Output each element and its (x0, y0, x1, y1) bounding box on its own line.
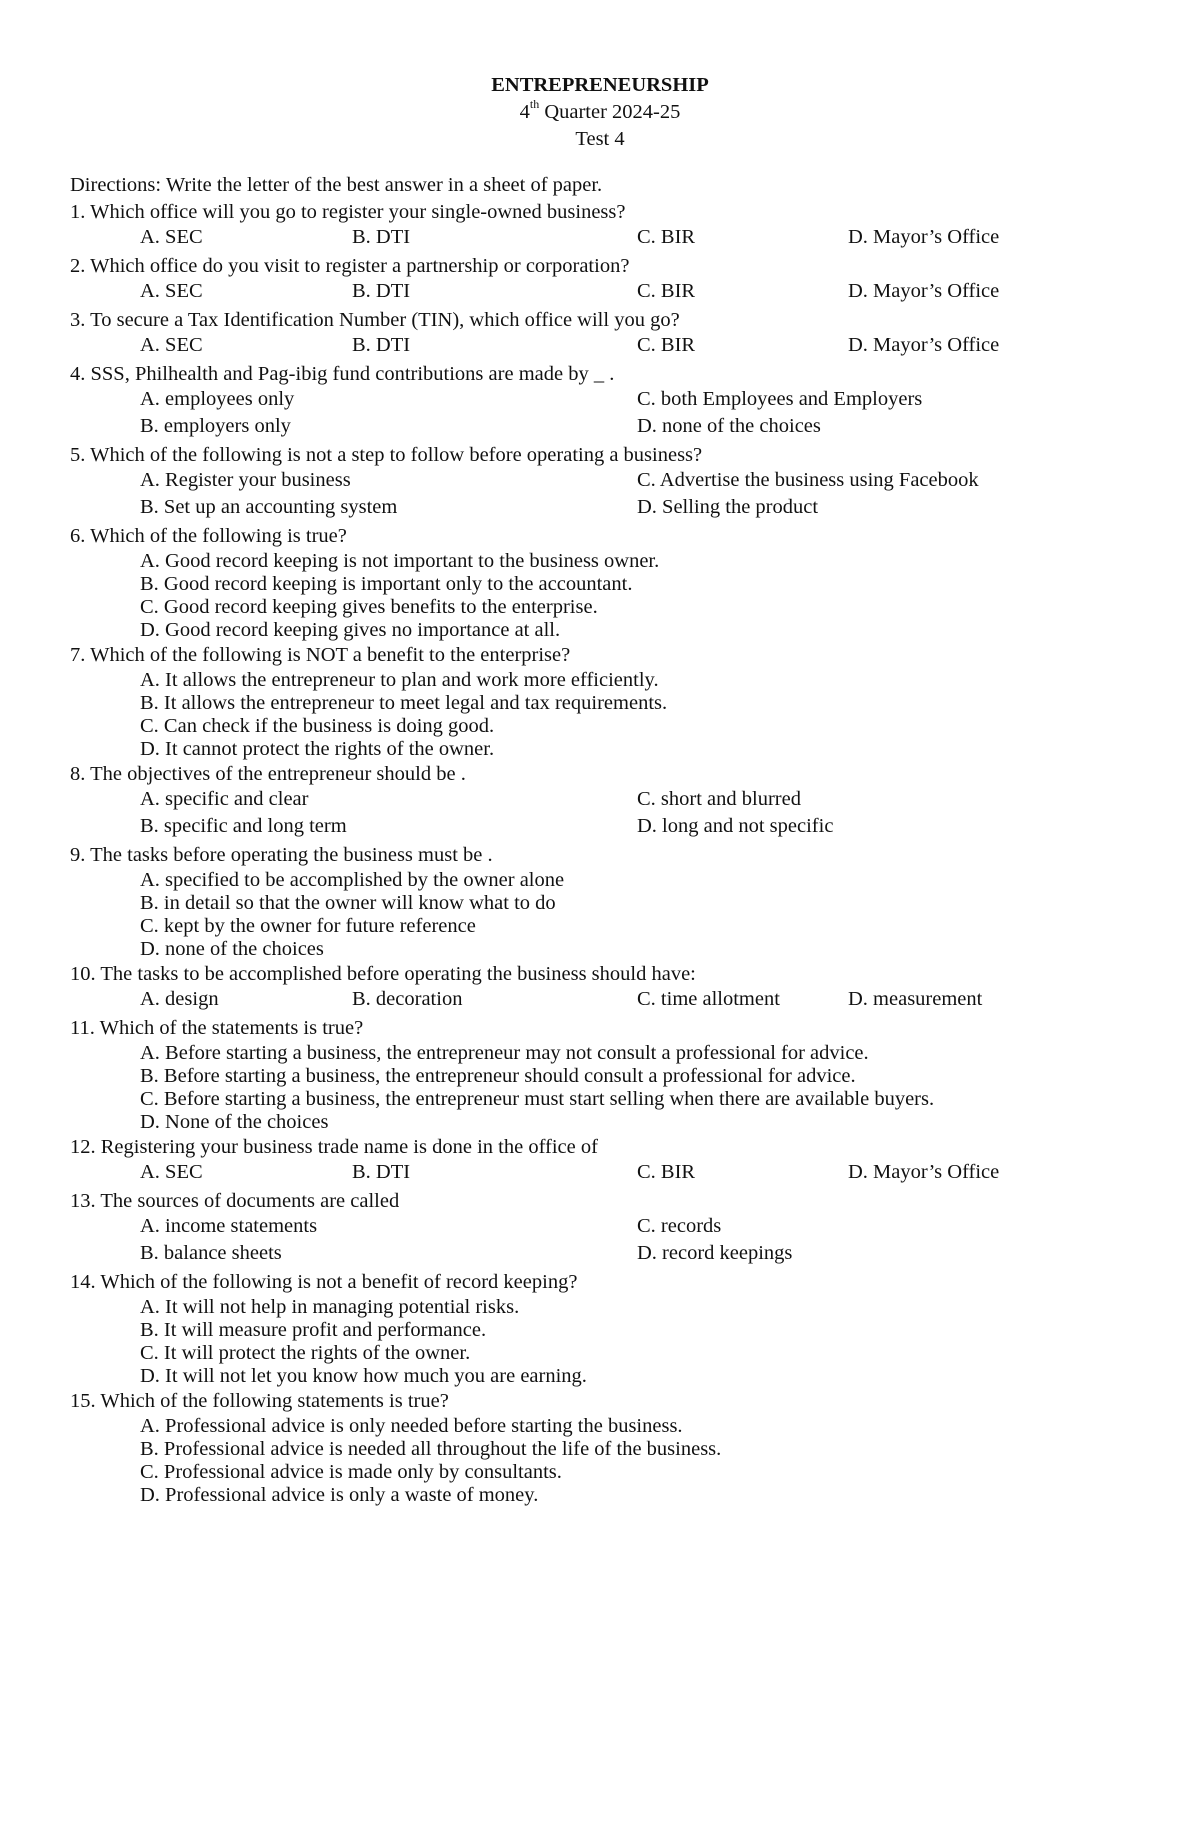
question-8: 8. The objectives of the entrepreneur should be . (70, 763, 466, 785)
option-a: A. Register your business (140, 469, 351, 491)
question-12: 12. Registering your business trade name is done in the office of (70, 1136, 598, 1158)
options-5-row-1 (70, 469, 1140, 496)
options-7 (70, 669, 1140, 761)
quarter-text: Quarter 2024-25 (539, 101, 681, 123)
option-b: B. It will measure profit and performance. (140, 1319, 487, 1341)
option-d: D. Selling the product (637, 496, 819, 518)
options-13-row-2 (70, 1242, 1140, 1269)
options-2 (70, 280, 1140, 307)
option-b: B. decoration (352, 988, 463, 1010)
question-4: 4. SSS, Philhealth and Pag-ibig fund contributions are made by _ . (70, 363, 615, 385)
option-a: A. Good record keeping is not important to the business owner. (140, 550, 660, 572)
option-d: D. It will not let you know how much you are earning. (140, 1365, 587, 1387)
option-d: D. Mayor’s Office (848, 1161, 1000, 1183)
options-9 (70, 869, 1140, 961)
option-b: B. Good record keeping is important only to the accountant. (140, 573, 633, 595)
question-5: 5. Which of the following is not a step to follow before operating a business? (70, 444, 703, 466)
option-a: A. SEC (140, 334, 203, 356)
page-title: ENTREPRENEURSHIP (491, 74, 709, 96)
header (70, 72, 1130, 153)
option-b: B. employers only (140, 415, 291, 437)
option-c: C. both Employees and Employers (637, 388, 923, 410)
option-b: B. specific and long term (140, 815, 347, 837)
option-a: A. It allows the entrepreneur to plan and work more efficiently. (140, 669, 659, 691)
options-15 (70, 1415, 1140, 1507)
option-c: C. Before starting a business, the entrepreneur must start selling when there are available buyers. (140, 1088, 935, 1110)
option-b: B. DTI (352, 280, 411, 302)
option-a: A. SEC (140, 1161, 203, 1183)
option-d: D. Mayor’s Office (848, 334, 1000, 356)
option-c: C. Good record keeping gives benefits to the enterprise. (140, 596, 598, 618)
options-4-row-2 (70, 415, 1140, 442)
option-d: D. Good record keeping gives no importance at all. (140, 619, 561, 641)
question-14: 14. Which of the following is not a benefit of record keeping? (70, 1271, 578, 1293)
option-c: C. BIR (637, 280, 696, 302)
option-a: A. It will not help in managing potential risks. (140, 1296, 520, 1318)
option-b: B. DTI (352, 1161, 411, 1183)
option-c: C. short and blurred (637, 788, 801, 810)
option-b: B. DTI (352, 334, 411, 356)
option-b: B. Professional advice is needed all throughout the life of the business. (140, 1438, 722, 1460)
question-2: 2. Which office do you visit to register a partnership or corporation? (70, 255, 630, 277)
option-c: C. time allotment (637, 988, 780, 1010)
quarter-number: 4 (519, 101, 530, 123)
option-c: C. BIR (637, 1161, 696, 1183)
option-d: D. long and not specific (637, 815, 834, 837)
option-c: C. Advertise the business using Facebook (637, 469, 979, 491)
option-b: B. balance sheets (140, 1242, 282, 1264)
option-a: A. design (140, 988, 219, 1010)
option-d: D. It cannot protect the rights of the owner. (140, 738, 495, 760)
question-1: 1. Which office will you go to register your single-owned business? (70, 201, 626, 223)
test-page (70, 72, 1140, 1507)
option-d: D. measurement (848, 988, 983, 1010)
options-8-row-2 (70, 815, 1140, 842)
option-b: B. Before starting a business, the entrepreneur should consult a professional for advice. (140, 1065, 856, 1087)
option-d: D. Mayor’s Office (848, 280, 1000, 302)
option-b: B. DTI (352, 226, 411, 248)
option-c: C. Professional advice is made only by consultants. (140, 1461, 562, 1483)
options-13-row-1 (70, 1215, 1140, 1242)
option-c: C. Can check if the business is doing good. (140, 715, 495, 737)
question-11: 11. Which of the statements is true? (70, 1017, 364, 1039)
option-a: A. Professional advice is only needed before starting the business. (140, 1415, 683, 1437)
options-5-row-2 (70, 496, 1140, 523)
option-b: B. Set up an accounting system (140, 496, 398, 518)
quarter-superscript: th (529, 97, 540, 112)
option-d: D. none of the choices (140, 938, 324, 960)
option-c: C. BIR (637, 334, 696, 356)
directions: Directions: Write the letter of the best answer in a sheet of paper. (70, 174, 603, 196)
options-12 (70, 1161, 1140, 1188)
options-10 (70, 988, 1140, 1015)
option-a: A. SEC (140, 226, 203, 248)
options-14 (70, 1296, 1140, 1388)
options-6 (70, 550, 1140, 642)
option-a: A. SEC (140, 280, 203, 302)
options-4-row-1 (70, 388, 1140, 415)
question-15: 15. Which of the following statements is true? (70, 1390, 449, 1412)
option-d: D. none of the choices (637, 415, 821, 437)
option-c: C. records (637, 1215, 722, 1237)
option-a: A. specified to be accomplished by the owner alone (140, 869, 565, 891)
quarter-line (70, 99, 1130, 126)
option-c: C. It will protect the rights of the owner. (140, 1342, 471, 1364)
question-3: 3. To secure a Tax Identification Number (TIN), which office will you go? (70, 309, 680, 331)
question-10: 10. The tasks to be accomplished before operating the business should have: (70, 963, 696, 985)
options-11 (70, 1042, 1140, 1134)
option-c: C. kept by the owner for future reference (140, 915, 476, 937)
test-label: Test 4 (575, 128, 625, 150)
option-b: B. in detail so that the owner will know what to do (140, 892, 556, 914)
option-b: B. It allows the entrepreneur to meet legal and tax requirements. (140, 692, 668, 714)
options-8-row-1 (70, 788, 1140, 815)
option-a: A. specific and clear (140, 788, 309, 810)
option-d: D. Professional advice is only a waste of money. (140, 1484, 539, 1506)
option-d: D. None of the choices (140, 1111, 329, 1133)
question-6: 6. Which of the following is true? (70, 525, 347, 547)
question-13: 13. The sources of documents are called (70, 1190, 400, 1212)
option-a: A. employees only (140, 388, 295, 410)
question-7: 7. Which of the following is NOT a benefit to the enterprise? (70, 644, 571, 666)
question-9: 9. The tasks before operating the business must be . (70, 844, 493, 866)
option-d: D. Mayor’s Office (848, 226, 1000, 248)
option-d: D. record keepings (637, 1242, 793, 1264)
option-a: A. Before starting a business, the entrepreneur may not consult a professional for advice. (140, 1042, 869, 1064)
option-c: C. BIR (637, 226, 696, 248)
options-3 (70, 334, 1140, 361)
option-a: A. income statements (140, 1215, 318, 1237)
options-1 (70, 226, 1140, 253)
